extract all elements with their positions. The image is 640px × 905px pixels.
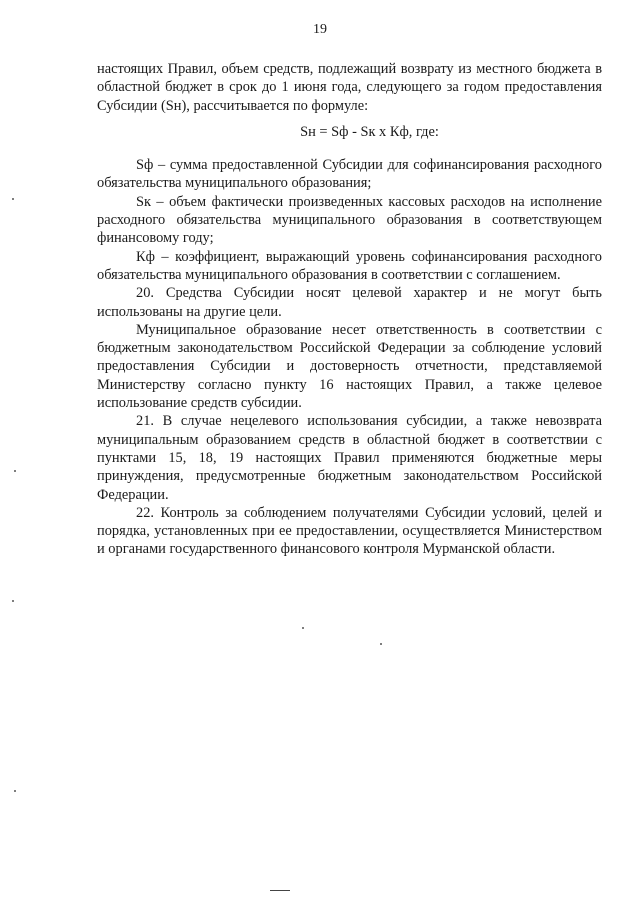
paragraph-kf-definition: Кф – коэффициент, выражающий уровень софинансирования расходного обязательства муниципального образования в соответствии с соглашением.: [97, 248, 602, 283]
paragraph-sf-definition: Sф – сумма предоставленной Субсидии для софинансирования расходного обязательства муниципального образования;: [97, 157, 602, 192]
paragraph-clause-22: 22. Контроль за соблюдением получателями Субсидии условий, целей и порядка, установленных при ее предоставлении, осуществляется Министерством и органами государственного финансового контроля Мурманской области.: [97, 504, 602, 558]
scan-speck: [380, 643, 382, 645]
page-number: 19: [313, 22, 327, 37]
scan-speck: [12, 198, 14, 200]
document-body: [97, 60, 602, 559]
scan-speck: [12, 600, 14, 602]
scan-speck: [302, 627, 304, 629]
paragraph-clause-21: 21. В случае нецелевого использования субсидии, а также невозврата муниципальным образованием средств в областной бюджет в соответствии с пунктами 15, 18, 19 настоящих Правил применяются бюджетные меры принуждения, предусмотренные бюджетным законодательством Российской Федерации.: [97, 413, 602, 503]
paragraph-clause-20: 20. Средства Субсидии носят целевой характер и не могут быть использованы на другие цели.: [97, 285, 602, 320]
scan-speck: [14, 790, 16, 792]
formula: Sн = Sф - Sк x Кф, где:: [300, 123, 439, 140]
scan-speck: [14, 470, 16, 472]
footer-dash: [270, 890, 290, 891]
paragraph-responsibility: Муниципальное образование несет ответственность в соответствии с бюджетным законодательством Российской Федерации за соблюдение условий предоставления Субсидии и достоверность отчетности, представляемой Министерству согласно пункту 16 настоящих Правил, а также целевое использование средств субсидии.: [97, 321, 602, 412]
paragraph-sk-definition: Sк – объем фактически произведенных кассовых расходов на исполнение расходного обязательства муниципального образования в соответствующем финансовому году;: [97, 193, 602, 247]
paragraph-intro: настоящих Правил, объем средств, подлежащий возврату из местного бюджета в областной бюджет в срок до 1 июня года, следующего за годом предоставления Субсидии (Sн), рассчитывается по формуле:: [97, 61, 602, 114]
